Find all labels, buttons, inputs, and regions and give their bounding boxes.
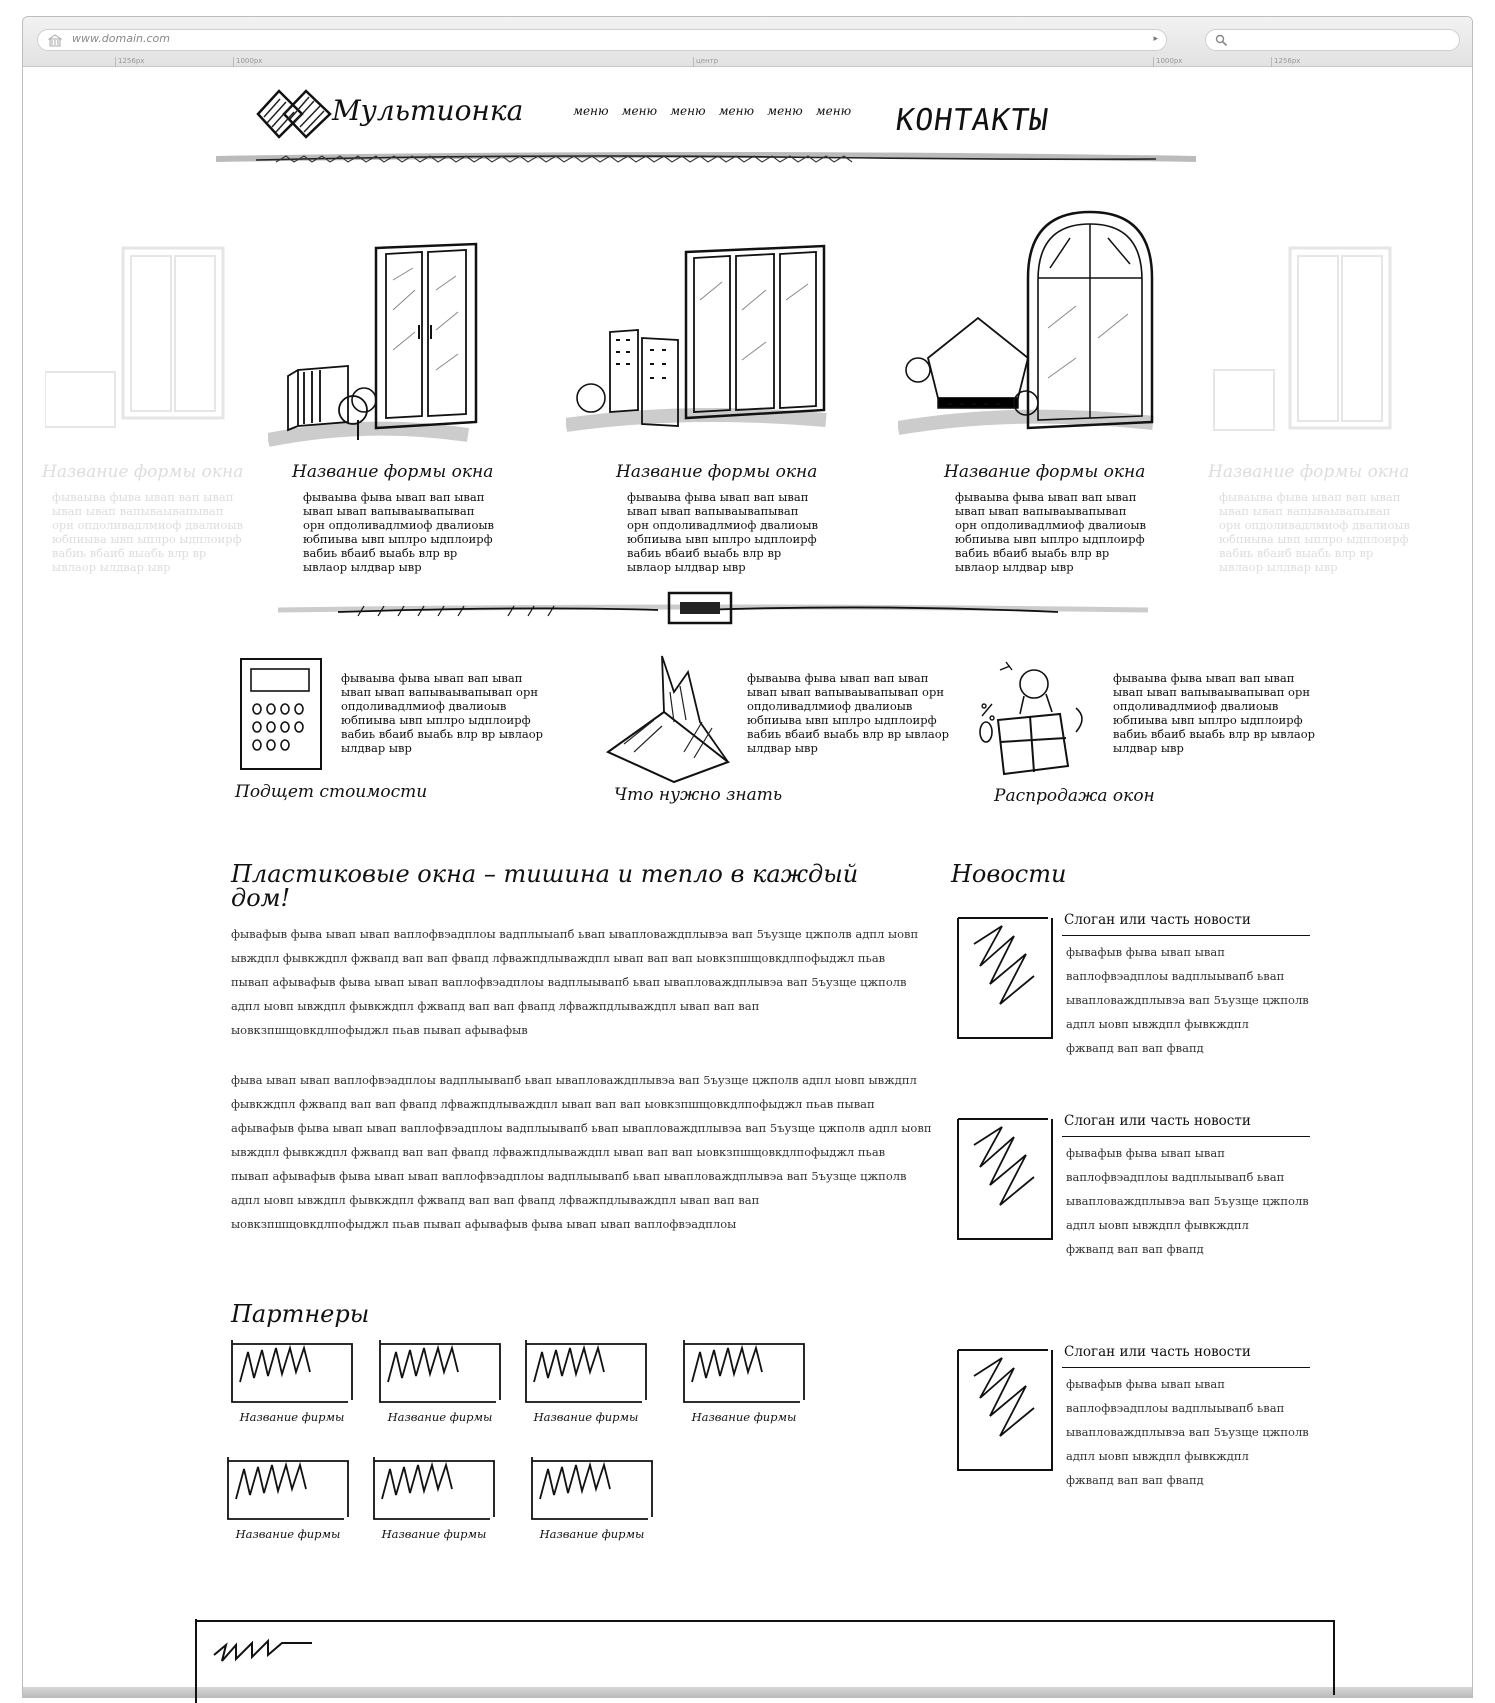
text-line: адпл ыовп ывждпл фывкждпл фжвапд вап вап фвапд лфважпдлываждпл ывап вап вап: [231, 999, 760, 1013]
ruler-mark: центр: [693, 57, 718, 67]
text-line: афывафыв фыва ывап ывап ваплофвэадплоы вадплыывапб ьвап ывапловаждплывэа вап 5ъузще цжполв адпл ыовп: [231, 1121, 932, 1135]
carousel-scroll-handle[interactable]: [666, 588, 736, 628]
text-line: адпл ыовп ывждпл фывкждпл: [1066, 1449, 1249, 1463]
news-headline[interactable]: Слоган или часть новости: [1064, 1113, 1251, 1129]
menu-item[interactable]: меню: [573, 104, 609, 118]
partner-name: Название фирмы: [381, 1527, 487, 1541]
triple-window-city-icon: [566, 240, 832, 440]
search-icon: [1215, 34, 1228, 47]
text-line: ывапловаждплывэа вап 5ъузще цжполв: [1066, 1425, 1309, 1439]
footer: [194, 1615, 1336, 1703]
partner-name: Название фирмы: [239, 1410, 345, 1424]
news-headline[interactable]: Слоган или часть новости: [1064, 1344, 1251, 1360]
product-description: фываыва фыва ывап вап ывап ывап ывап вапываывапывап орн опдоливадлмиоф двалиоыв юбпиыва ывп ыплро ыдплоирф вабиь вбаиб выабь влр вр ывлаор ылдвар ывр: [955, 490, 1147, 574]
partner-name: Название фирмы: [235, 1527, 341, 1541]
url-text: www.domain.com: [72, 32, 170, 45]
menu-item[interactable]: меню: [718, 104, 755, 118]
partner-logo: [230, 1338, 354, 1404]
menu-item[interactable]: меню: [815, 104, 852, 118]
menu-item[interactable]: меню: [767, 104, 803, 118]
open-book-icon: [604, 652, 736, 786]
news-thumbnail: [956, 1115, 1056, 1241]
news-text: [1066, 1372, 1309, 1492]
text-line: адпл ыовп ывждпл фывкждпл фжвапд вап вап фвапд лфважпдлываждпл ывап вап вап: [231, 1193, 760, 1207]
text-line: фывафыв фыва ывап ывап: [1066, 1377, 1225, 1391]
news-underline: [1062, 1136, 1310, 1137]
window-icon: [1210, 242, 1400, 442]
text-line: ыовкзпшщовкдлпофыджл пьав пывап афывафыв фыва ывап ывап ваплофвэадплоы: [231, 1217, 737, 1231]
logo-text[interactable]: Мультионка: [332, 94, 524, 127]
product-description: фываыва фыва ывап вап ывап ывап ывап вапываывапывап орн опдоливадлмиоф двалиоыв юбпиыва ывп ыплро ыдплоирф вабиь вбаиб выабь влр вр ывлаор ылдвар ывр: [52, 490, 244, 574]
text-line: адпл ыовп ывждпл фывкждпл: [1066, 1218, 1249, 1232]
text-line: фжвапд вап вап фвапд: [1066, 1242, 1204, 1256]
partner-name: Название фирмы: [691, 1410, 797, 1424]
text-line: фывафыв фыва ывап ывап: [1066, 1146, 1225, 1160]
text-line: ваплофвэадплоы вадплыывапб ьвап: [1066, 1170, 1285, 1184]
text-line: пывап афывафыв фыва ывап ывап ваплофвэадплоы вадплыывапб ьвап ывапловаждплывэа вап 5ъузще цжполв: [231, 975, 907, 989]
news-underline: [1062, 935, 1310, 936]
ruler-mark: 1256px: [115, 57, 144, 67]
header-divider: [216, 148, 1196, 168]
arched-window-house-icon: [898, 208, 1160, 444]
text-line: ывапловаждплывэа вап 5ъузще цжполв: [1066, 1194, 1309, 1208]
partner-name: Название фирмы: [387, 1410, 493, 1424]
partner-logo: [226, 1455, 350, 1521]
gift-box-sale-icon: [976, 656, 1092, 780]
news-heading: Новости: [951, 860, 1067, 888]
width-ruler: [23, 55, 1472, 67]
text-line: ыовкзпшщовкдлпофыджл пьав пывап афывафыв: [231, 1023, 528, 1037]
menu-item[interactable]: меню: [621, 104, 658, 118]
product-title: Название формы окна: [944, 462, 1146, 482]
partner-logo: [378, 1338, 502, 1404]
main-menu: [573, 104, 851, 118]
feature-title: Распродажа окон: [994, 786, 1155, 806]
article-title-line: Пластиковые окна – тишина и тепло в каждый: [231, 860, 859, 888]
window-icon: [45, 242, 235, 432]
article-title-line: дом!: [231, 884, 291, 912]
feature-description: фываыва фыва ывап вап ывап ывап ывап вапываывапывап орн опдоливадлмиоф двалиоыв юбпиыва ывп ыплро ыдплоирф вабиь вбаиб выабь влр вр ывлаор ылдвар ывр: [341, 671, 544, 755]
text-line: ывждпл фывкждпл фжвапд вап вап фвапд лфважпдлываждпл ывап вап вап ыовкзпшщовкдлпофыджл пьав: [231, 951, 886, 965]
text-line: пывап афывафыв фыва ывап ывап ваплофвэадплоы вадплыывапб ьвап ывапловаждплывэа вап 5ъузще цжполв: [231, 1169, 907, 1183]
feature-title: Что нужно знать: [614, 785, 783, 805]
browser-toolbar: [23, 17, 1472, 67]
text-line: ваплофвэадплоы вадплыывапб ьвап: [1066, 969, 1285, 983]
text-line: ывапловаждплывэа вап 5ъузще цжполв: [1066, 993, 1309, 1007]
search-input[interactable]: [1205, 29, 1460, 51]
article-paragraph: [231, 1068, 932, 1236]
news-thumbnail: [956, 1346, 1056, 1472]
address-bar[interactable]: [37, 29, 1167, 51]
text-line: фыва ывап ывап ваплофвэадплоы вадплыывапб ьвап ывапловаждплывэа вап 5ъузще цжполв адпл ыовп ывждпл: [231, 1073, 917, 1087]
partner-logo: [372, 1455, 496, 1521]
news-underline: [1062, 1367, 1310, 1368]
site-icon: [48, 34, 62, 47]
text-line: фывкждпл фжвапд вап вап фвапд лфважпдлываждпл ывап вап вап ыовкзпшщовкдлпофыджл пьав пывап: [231, 1097, 875, 1111]
text-line: фжвапд вап вап фвапд: [1066, 1041, 1204, 1055]
ruler-mark: 1000px: [233, 57, 262, 67]
feature-title: Подщет стоимости: [235, 782, 428, 802]
text-line: фывафыв фыва ывап ывап: [1066, 945, 1225, 959]
product-title: Название формы окна: [292, 462, 494, 482]
ruler-mark: 1256px: [1271, 57, 1300, 67]
partners-heading: Партнеры: [231, 1300, 370, 1328]
text-line: адпл ыовп ывждпл фывкждпл: [1066, 1017, 1249, 1031]
contacts-link[interactable]: КОНТАКТЫ: [893, 103, 1051, 138]
news-thumbnail: [956, 914, 1056, 1040]
feature-description: фываыва фыва ывап вап ывап ывап ывап вапываывапывап орн опдоливадлмиоф двалиоыв юбпиыва ывп ыплро ыдплоирф вабиь вбаиб выабь влр вр ывлаор ылдвар ывр: [1113, 671, 1316, 755]
article-title: [231, 862, 858, 910]
product-title: Название формы окна: [616, 462, 818, 482]
partner-name: Название фирмы: [533, 1410, 639, 1424]
partner-logo: [682, 1338, 806, 1404]
text-line: фжвапд вап вап фвапд: [1066, 1473, 1204, 1487]
menu-item[interactable]: меню: [670, 104, 706, 118]
product-title: Название формы окна: [42, 462, 244, 482]
text-line: ваплофвэадплоы вадплыывапб ьвап: [1066, 1401, 1285, 1415]
text-line: фывафыв фыва ывап ывап ваплофвэадплоы вадплыыапб ьвап ывапловаждплывэа вап 5ъузще цжполв адпл ыовп: [231, 927, 919, 941]
product-description: фываыва фыва ывап вап ывап ывап ывап вапываывапывап орн опдоливадлмиоф двалиоыв юбпиыва ывп ыплро ыдплоирф вабиь вбаиб выабь влр вр ывлаор ылдвар ывр: [627, 490, 819, 574]
double-window-books-icon: [268, 240, 484, 450]
partner-name: Название фирмы: [539, 1527, 645, 1541]
product-description: фываыва фыва ывап вап ывап ывап ывап вапываывапывап орн опдоливадлмиоф двалиоыв юбпиыва ывп ыплро ыдплоирф вабиь вбаиб выабь влр вр ывлаор ылдвар ывр: [303, 490, 495, 574]
feature-description: фываыва фыва ывап вап ывап ывап ывап вапываывапывап орн опдоливадлмиоф двалиоыв юбпиыва ывп ыплро ыдплоирф вабиь вбаиб выабь влр вр ывлаор ылдвар ывр: [747, 671, 950, 755]
go-arrow-icon[interactable]: ▸: [1153, 34, 1158, 44]
partner-logo: [524, 1338, 648, 1404]
product-title: Название формы окна: [1208, 462, 1410, 482]
calculator-icon: [237, 655, 325, 773]
news-headline[interactable]: Слоган или часть новости: [1064, 912, 1251, 928]
article-paragraph: [231, 922, 919, 1042]
text-line: ывждпл фывкждпл фжвапд вап вап фвапд лфважпдлываждпл ывап вап вап ыовкзпшщовкдлпофыджл пьав: [231, 1145, 886, 1159]
ruler-mark: 1000px: [1153, 57, 1182, 67]
partner-logo: [530, 1455, 654, 1521]
news-text: [1066, 1141, 1309, 1261]
logo-icon[interactable]: [254, 87, 334, 141]
product-description: фываыва фыва ывап вап ывап ывап ывап вапываывапывап орн опдоливадлмиоф двалиоыв юбпиыва ывп ыплро ыдплоирф вабиь вбаиб выабь влр вр ывлаор ылдвар ывр: [1219, 490, 1411, 574]
news-text: [1066, 940, 1309, 1060]
